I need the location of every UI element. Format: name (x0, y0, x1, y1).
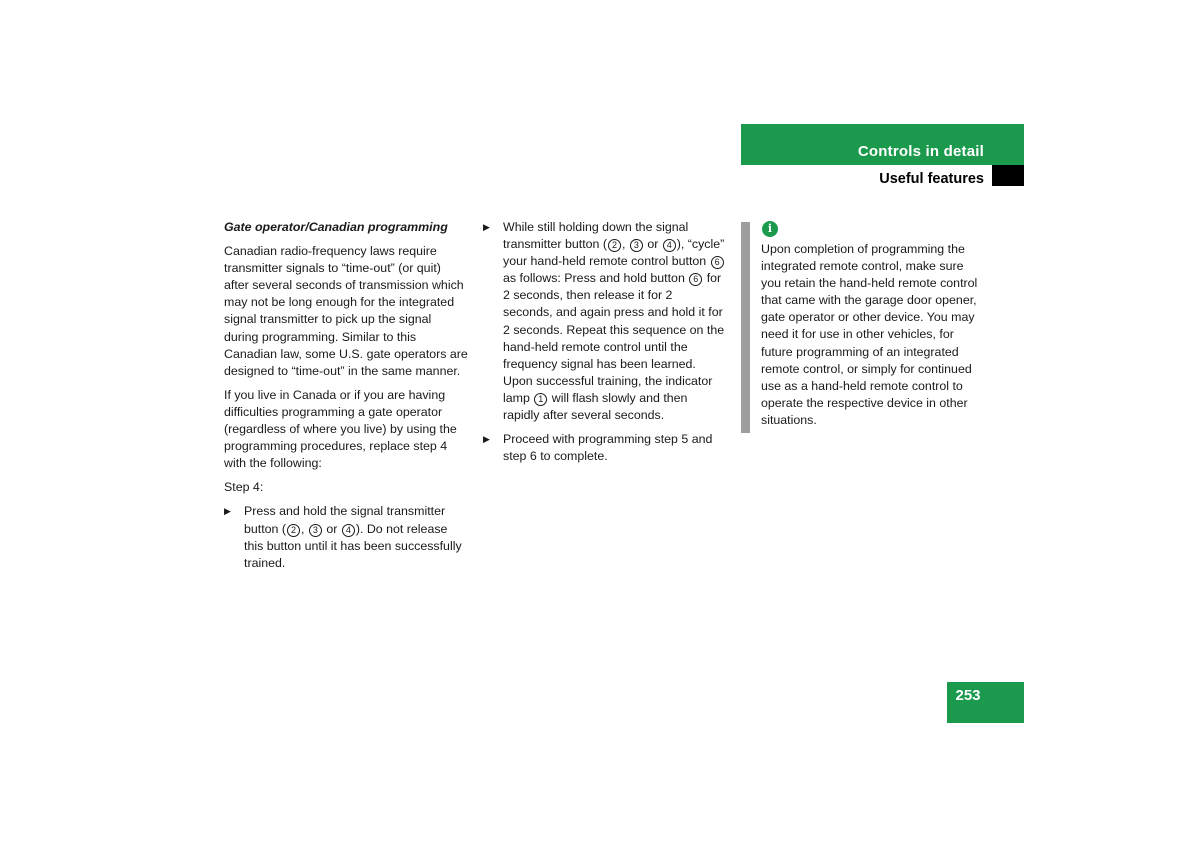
section-marker-tab (992, 165, 1024, 186)
bullet-arrow-icon: ▶ (483, 434, 490, 445)
bullet-press-hold (224, 503, 468, 571)
step-label: Step 4: (224, 480, 264, 495)
circled-number-4-icon: 4 (663, 239, 676, 252)
note-text: Upon completion of programming the integrated remote control, make sure you retain the hand-held remote control that came with the garage door opener, gate operator or other device. You may need it for use in other vehicles, for future programming of an integrated remote control, or simply for continued use as a hand-held remote control to operate the respective device in other situations. (761, 242, 978, 427)
bullet-arrow-icon: ▶ (483, 222, 490, 232)
column-middle (483, 219, 725, 472)
info-icon: i (762, 221, 778, 237)
circled-number-6-icon: 6 (689, 273, 702, 286)
note-box (761, 241, 985, 436)
bullet-text: Proceed with programming step 5 and step 6 to complete. (503, 432, 713, 464)
column-left (224, 219, 468, 579)
circled-number-2-icon: 2 (608, 239, 621, 252)
section-title: Controls in detail (857, 143, 984, 160)
circled-number-2-icon: 2 (287, 524, 300, 537)
bullet-proceed (483, 431, 725, 465)
circled-number-4-icon: 4 (342, 524, 355, 537)
bullet-cycle-remote (483, 219, 725, 424)
note-sidebar-bar (741, 222, 750, 433)
circled-number-3-icon: 3 (309, 524, 322, 537)
page-number: 253 (955, 687, 981, 704)
bullet-arrow-icon: ▶ (224, 506, 231, 517)
paragraph-if-canada: If you live in Canada or if you are having difficulties programming a gate operator (regardless of where you live) by using the programming procedures, replace step 4 with the following: (224, 387, 457, 471)
bullet-text: Press and hold the signal transmitter button ( 2 , 3 or 4 ). Do not release this button until it has been successfully trained. (244, 504, 462, 570)
section-heading: Gate operator/Canadian programming (224, 220, 448, 234)
circled-number-6-icon: 6 (711, 256, 724, 269)
bullet-text: While still holding down the signal transmitter button ( 2 , 3 or 4 ), “cycle” your hand-held remote control button 6 as follows: Press and hold button 6 for 2 seconds, then release it for 2 seconds, and again press and hold it for 2 seconds. Repeat this sequence on the hand-held remote control until the frequency signal has been learned. Upon successful training, the indicator lamp 1 will flash slowly and then rapidly after several seconds. (503, 220, 725, 423)
subsection-title: Useful features (879, 171, 984, 187)
circled-number-3-icon: 3 (630, 239, 643, 252)
paragraph-canadian-laws: Canadian radio-frequency laws require transmitter signals to “time-out” (or quit) after several seconds of transmission which may not be long enough for the integrated signal transmitter to pick up the signal during programming. Similar to this Canadian law, some U.S. gate operators are designed to “time-out” in the same manner. (224, 244, 468, 378)
circled-number-1-icon: 1 (534, 393, 547, 406)
